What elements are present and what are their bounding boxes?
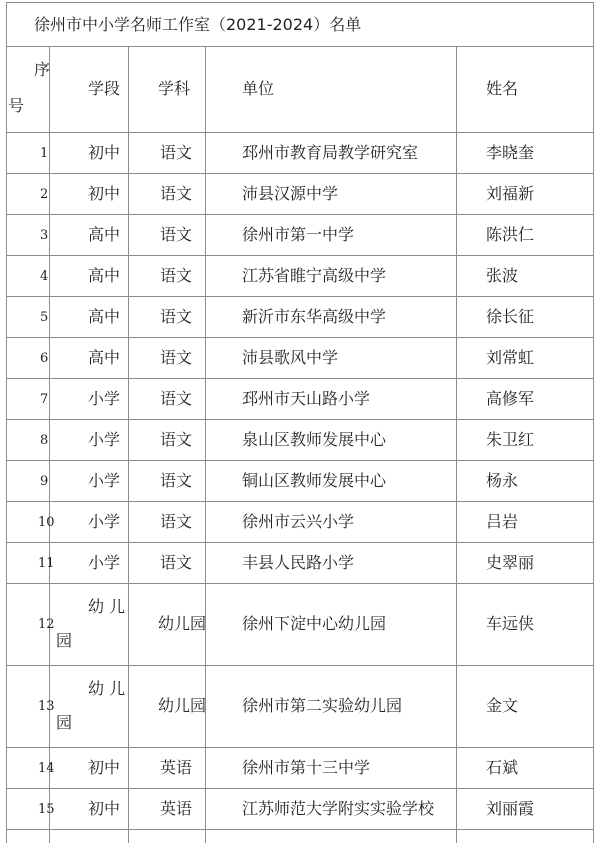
table-border-h <box>6 665 594 666</box>
row-unit: 铜山区教师发展中心 <box>242 471 387 490</box>
row-stage: 幼 儿 <box>88 679 126 698</box>
row-name: 金文 <box>486 696 519 715</box>
row-name: 吕岩 <box>486 512 519 531</box>
row-unit: 江苏师范大学附实实验学校 <box>242 799 435 818</box>
row-seq: 6 <box>40 351 49 366</box>
row-name: 徐长征 <box>486 307 535 326</box>
table-border-h <box>6 2 594 3</box>
table-border-h <box>6 214 594 215</box>
header-stage: 学段 <box>88 79 121 98</box>
header-unit: 单位 <box>242 79 275 98</box>
row-seq: 2 <box>40 187 49 202</box>
row-seq: 14 <box>38 761 55 776</box>
table-border-h <box>6 255 594 256</box>
row-subject: 语文 <box>160 143 193 162</box>
row-seq: 3 <box>40 228 49 243</box>
row-name: 陈洪仁 <box>486 225 535 244</box>
table-border-h <box>6 460 594 461</box>
row-subject: 语文 <box>160 430 193 449</box>
row-unit: 徐州市第一中学 <box>242 225 355 244</box>
table-border-h <box>6 747 594 748</box>
row-stage: 园 <box>56 713 73 732</box>
row-seq: 12 <box>38 617 55 632</box>
row-subject: 语文 <box>160 225 193 244</box>
row-name: 朱卫红 <box>486 430 535 449</box>
row-unit: 丰县人民路小学 <box>242 553 355 572</box>
table-border-h <box>6 132 594 133</box>
row-stage: 小学 <box>88 389 121 408</box>
table-border-h <box>6 337 594 338</box>
row-subject: 幼儿园 <box>158 696 207 715</box>
row-unit: 徐州市第十三中学 <box>242 758 371 777</box>
row-subject: 语文 <box>160 348 193 367</box>
row-unit: 邳州市教育局教学研究室 <box>242 143 419 162</box>
header-name: 姓名 <box>486 79 519 98</box>
row-subject: 语文 <box>160 184 193 203</box>
row-subject: 语文 <box>160 512 193 531</box>
row-stage: 初中 <box>88 184 121 203</box>
row-stage: 小学 <box>88 430 121 449</box>
row-unit: 徐州下淀中心幼儿园 <box>242 614 387 633</box>
page-title: 徐州市中小学名师工作室（2021-2024）名单 <box>34 15 362 34</box>
row-stage: 园 <box>56 631 73 650</box>
row-stage: 初中 <box>88 143 121 162</box>
row-name: 张波 <box>486 266 519 285</box>
row-name: 刘丽霞 <box>486 799 535 818</box>
row-subject: 幼儿园 <box>158 614 207 633</box>
row-stage: 小学 <box>88 512 121 531</box>
row-subject: 语文 <box>160 471 193 490</box>
row-unit: 新沂市东华高级中学 <box>242 307 387 326</box>
row-stage: 初中 <box>88 758 121 777</box>
row-stage: 小学 <box>88 471 121 490</box>
row-seq: 8 <box>40 433 49 448</box>
roster-document <box>6 2 594 833</box>
row-seq: 5 <box>40 310 49 325</box>
row-name: 车远侠 <box>486 614 535 633</box>
table-border-v <box>128 46 129 843</box>
row-unit: 邳州市天山路小学 <box>242 389 371 408</box>
table-border-left <box>6 2 7 843</box>
row-name: 史翠丽 <box>486 553 535 572</box>
row-unit: 徐州市云兴小学 <box>242 512 355 531</box>
row-stage: 高中 <box>88 348 121 367</box>
row-subject: 语文 <box>160 266 193 285</box>
row-unit: 泉山区教师发展中心 <box>242 430 387 449</box>
row-seq: 7 <box>40 392 49 407</box>
table-border-h <box>6 419 594 420</box>
header-subject: 学科 <box>158 79 191 98</box>
row-seq: 13 <box>38 699 55 714</box>
row-stage: 幼 儿 <box>88 597 126 616</box>
table-border-h <box>6 46 594 47</box>
row-name: 刘福新 <box>486 184 535 203</box>
row-seq: 9 <box>40 474 49 489</box>
row-seq: 10 <box>38 515 55 530</box>
row-unit: 沛县汉源中学 <box>242 184 339 203</box>
row-stage: 初中 <box>88 799 121 818</box>
row-unit: 徐州市第二实验幼儿园 <box>242 696 403 715</box>
row-subject: 英语 <box>160 799 193 818</box>
table-border-h <box>6 829 594 830</box>
row-subject: 英语 <box>160 758 193 777</box>
row-stage: 高中 <box>88 307 121 326</box>
row-subject: 语文 <box>160 389 193 408</box>
row-subject: 语文 <box>160 553 193 572</box>
row-name: 李晓奎 <box>486 143 535 162</box>
table-border-h <box>6 296 594 297</box>
header-seq: 序 <box>34 60 51 79</box>
row-seq: 1 <box>40 146 49 161</box>
table-border-h <box>6 583 594 584</box>
table-border-v <box>49 46 50 843</box>
row-name: 杨永 <box>486 471 519 490</box>
row-seq: 11 <box>38 556 55 571</box>
table-border-h <box>6 501 594 502</box>
row-stage: 高中 <box>88 225 121 244</box>
row-unit: 沛县歌风中学 <box>242 348 339 367</box>
table-border-v <box>456 46 457 843</box>
row-unit: 江苏省睢宁高级中学 <box>242 266 387 285</box>
table-border-v <box>205 46 206 843</box>
table-border-right <box>593 2 594 843</box>
row-subject: 语文 <box>160 307 193 326</box>
row-stage: 高中 <box>88 266 121 285</box>
row-seq: 15 <box>38 802 55 817</box>
row-seq: 4 <box>40 269 49 284</box>
row-name: 刘常虹 <box>486 348 535 367</box>
header-seq: 号 <box>8 96 25 115</box>
row-name: 石斌 <box>486 758 519 777</box>
table-border-h <box>6 378 594 379</box>
row-name: 高修军 <box>486 389 535 408</box>
table-border-h <box>6 542 594 543</box>
table-border-h <box>6 788 594 789</box>
row-stage: 小学 <box>88 553 121 572</box>
table-border-h <box>6 173 594 174</box>
